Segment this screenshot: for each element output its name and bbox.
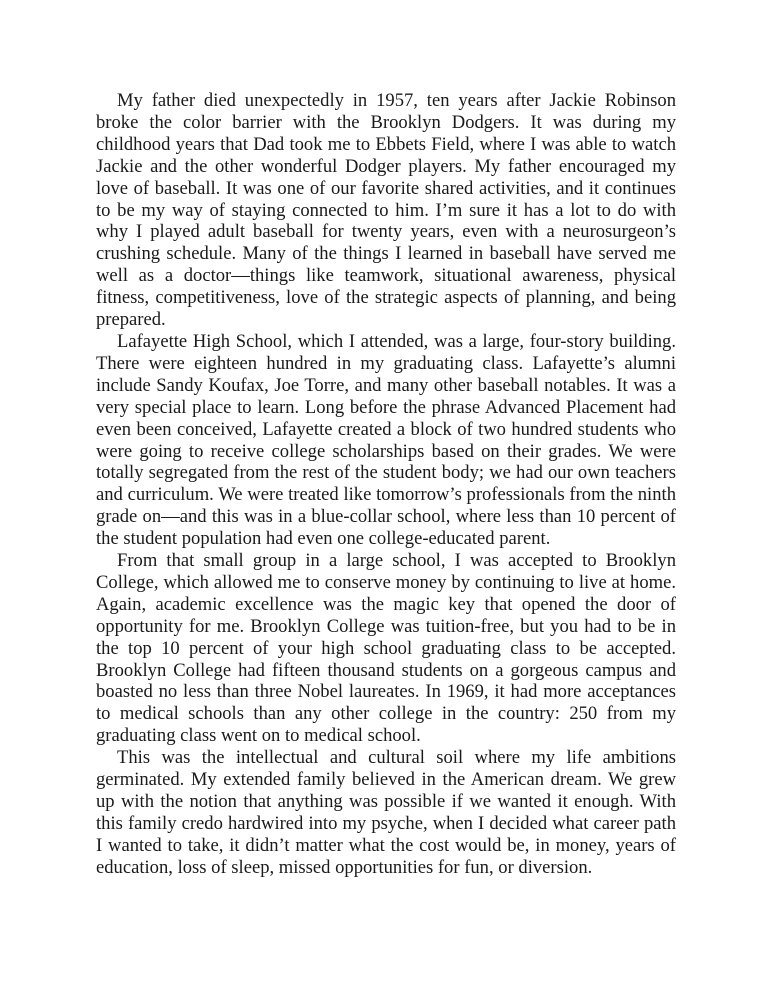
paragraph-brooklyn-college: From that small group in a large school, I was accepted to Brooklyn College, which allowed me to conserve money by continuing to live at home. Again, academic excellence was the magic key that opened the door of opportunity for me. Brooklyn College was tuition-free, but you had to be in the top 10 percent of your high school graduating class to be accepted. Brooklyn College had fifteen thousand students on a gorgeous campus and boasted no less than three Nobel laureates. In 1969, it had more acceptances to medical schools than any other college in the country: 250 from my graduating class went on to medical school. xyxy=(96,550,676,747)
paragraph-american-dream: This was the intellectual and cultural soil where my life ambitions germinated. My extended family believed in the American dream. We grew up with the notion that anything was possible if we wanted it enough. With this family credo hardwired into my psyche, when I decided what career path I wanted to take, it didn’t matter what the cost would be, in money, years of education, loss of sleep, missed opportunities for fun, or diversion. xyxy=(96,747,676,878)
document-page xyxy=(96,90,676,879)
paragraph-father-baseball: My father died unexpectedly in 1957, ten years after Jackie Robinson broke the color barrier with the Brooklyn Dodgers. It was during my childhood years that Dad took me to Ebbets Field, where I was able to watch Jackie and the other wonderful Dodger players. My father encouraged my love of baseball. It was one of our favorite shared activities, and it continues to be my way of staying connected to him. I’m sure it has a lot to do with why I played adult baseball for twenty years, even with a neurosurgeon’s crushing schedule. Many of the things I learned in baseball have served me well as a doctor—things like teamwork, situational awareness, physical fitness, competitiveness, love of the strategic aspects of planning, and being prepared. xyxy=(96,90,676,331)
paragraph-lafayette-high-school: Lafayette High School, which I attended, was a large, four-story building. There were eighteen hundred in my graduating class. Lafayette’s alumni include Sandy Koufax, Joe Torre, and many other baseball notables. It was a very special place to learn. Long before the phrase Advanced Placement had even been conceived, Lafayette created a block of two hundred students who were going to receive college scholarships based on their grades. We were totally segregated from the rest of the student body; we had our own teachers and curriculum. We were treated like tomorrow’s professionals from the ninth grade on—and this was in a blue-collar school, where less than 10 percent of the student population had even one college-educated parent. xyxy=(96,330,676,550)
